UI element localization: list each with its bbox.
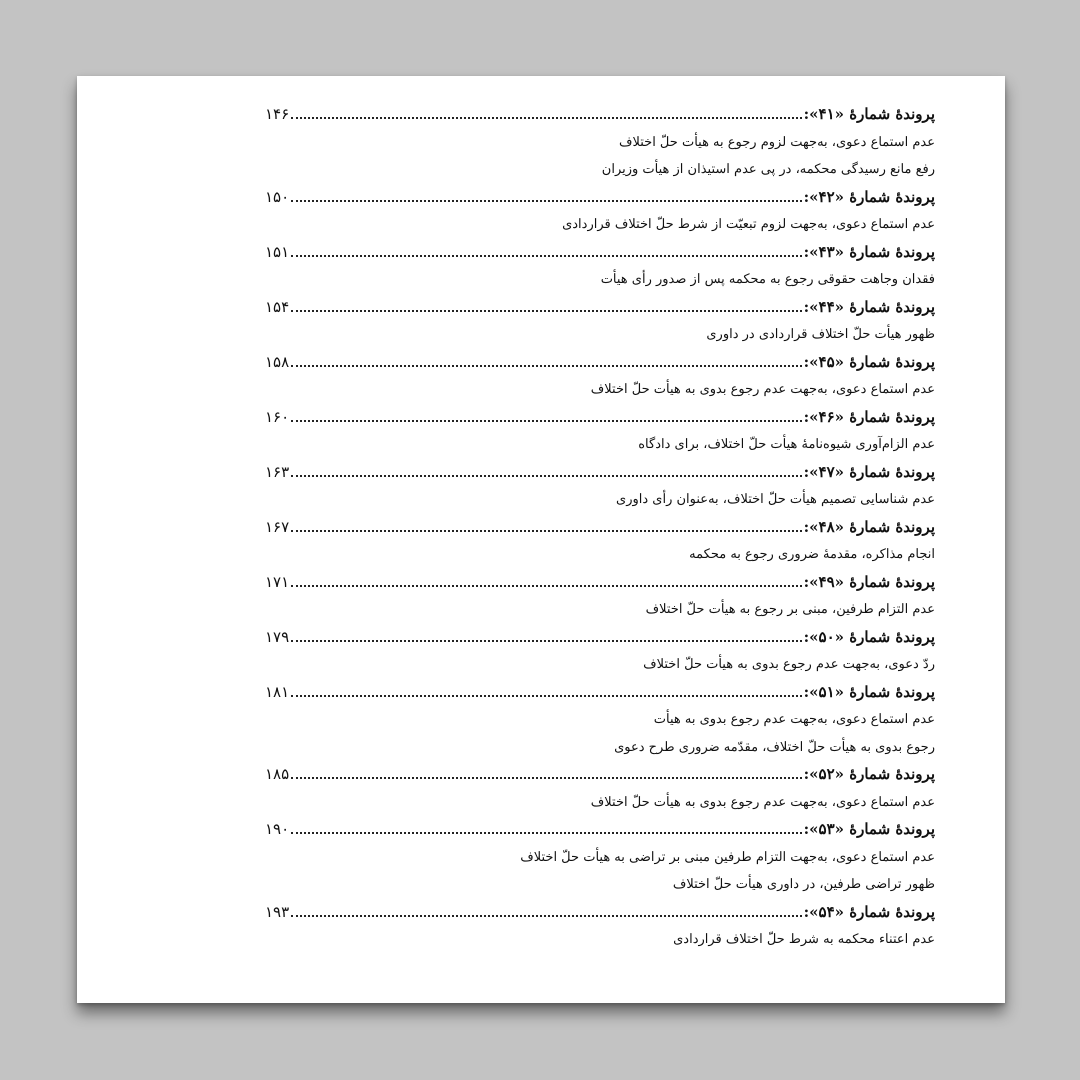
dot-leader	[291, 255, 801, 257]
page-number: ۱۵۸	[265, 352, 290, 371]
page-number: ۱۵۱	[265, 242, 290, 261]
dot-leader	[291, 777, 801, 779]
dot-leader	[291, 695, 801, 697]
dot-leader	[291, 640, 801, 642]
page-number: ۱۹۰	[265, 820, 290, 838]
case-title: پروندۀ شمارۀ «۵۰»:	[803, 627, 935, 646]
dot-leader	[291, 365, 801, 367]
case-description: رجوع بدوی به هیأت حلّ اختلاف، مقدّمه ضروری طرح دعوی	[614, 739, 935, 755]
dot-leader	[291, 475, 801, 477]
toc-entry-heading[interactable]	[265, 679, 935, 707]
case-description: عدم استماع دعوی، به‌جهت لزوم رجوع به هیأت حلّ اختلاف	[619, 134, 935, 150]
case-description: فقدان وجاهت حقوقی رجوع به محکمه پس از صدور رأی هیأت	[600, 272, 935, 287]
case-title: پروندۀ شمارۀ «۵۳»:	[803, 820, 935, 838]
case-description: ظهور هیأت حلّ اختلاف قراردادی در داوری	[706, 327, 935, 342]
case-description: عدم اعتناء محکمه به شرط حلّ اختلاف قراردادی	[673, 932, 935, 947]
dot-leader	[291, 832, 801, 834]
dot-leader	[291, 585, 801, 587]
page-number: ۱۷۱	[265, 572, 290, 591]
case-description: عدم التزام طرفین، مبنی بر رجوع به هیأت حلّ اختلاف	[645, 602, 935, 617]
case-title: پروندۀ شمارۀ «۵۲»:	[803, 765, 935, 783]
toc-entry-heading[interactable]	[265, 349, 935, 377]
page-number: ۱۵۴	[265, 297, 290, 316]
toc-entry-heading[interactable]	[265, 459, 935, 487]
case-description: ظهور تراضی طرفین، در داوری هیأت حلّ اختلاف	[672, 877, 935, 892]
case-title: پروندۀ شمارۀ «۵۴»:	[803, 902, 935, 921]
case-description: عدم شناسایی تصمیم هیأت حلّ اختلاف، به‌عنوان رأی داوری	[616, 492, 935, 507]
dot-leader	[291, 117, 801, 119]
dot-leader	[291, 420, 801, 422]
case-title: پروندۀ شمارۀ «۴۴»:	[803, 297, 935, 316]
toc-entry-heading[interactable]	[265, 816, 935, 844]
case-description: عدم استماع دعوی، به‌جهت التزام طرفین مبنی بر تراضی به هیأت حلّ اختلاف	[520, 849, 935, 865]
toc-entry-heading[interactable]	[265, 239, 935, 267]
page-number: ۱۴۶	[265, 105, 290, 123]
case-title: پروندۀ شمارۀ «۴۱»:	[803, 105, 935, 123]
page-number: ۱۷۹	[265, 627, 290, 646]
case-title: پروندۀ شمارۀ «۵۱»:	[803, 682, 935, 701]
page-number: ۱۶۳	[265, 462, 290, 481]
page-number: ۱۸۱	[265, 682, 290, 701]
page-number: ۱۹۳	[265, 902, 290, 921]
toc-entry-heading[interactable]	[265, 624, 935, 652]
case-description: عدم استماع دعوی، به‌جهت لزوم تبعیّت از شرط حلّ اختلاف قراردادی	[562, 217, 935, 232]
toc-entry-heading[interactable]	[265, 899, 935, 927]
toc-entry-heading[interactable]	[265, 514, 935, 542]
case-title: پروندۀ شمارۀ «۴۷»:	[803, 462, 935, 481]
case-title: پروندۀ شمارۀ «۴۶»:	[803, 407, 935, 426]
case-description: عدم الزام‌آوری شیوه‌نامۀ هیأت حلّ اختلاف، برای دادگاه	[638, 437, 935, 452]
case-description: انجام مذاکره، مقدمۀ ضروری رجوع به محکمه	[689, 547, 935, 562]
toc-entry-heading[interactable]	[265, 101, 935, 129]
page-number: ۱۶۰	[265, 407, 290, 426]
case-description: عدم استماع دعوی، به‌جهت عدم رجوع بدوی به هیأت حلّ اختلاف	[590, 382, 935, 397]
case-description: عدم استماع دعوی، به‌جهت عدم رجوع بدوی به هیأت حلّ اختلاف	[590, 794, 935, 810]
toc-entry-heading[interactable]	[265, 184, 935, 212]
case-title: پروندۀ شمارۀ «۴۹»:	[803, 572, 935, 591]
page-number: ۱۸۵	[265, 765, 290, 783]
page-number: ۱۶۷	[265, 517, 290, 536]
page-number: ۱۵۰	[265, 187, 290, 206]
case-description: ردّ دعوی، به‌جهت عدم رجوع بدوی به هیأت حلّ اختلاف	[643, 657, 935, 672]
toc-entry-heading[interactable]	[265, 404, 935, 432]
toc-entry-heading[interactable]	[265, 294, 935, 322]
toc-entry-heading[interactable]	[265, 761, 935, 789]
toc-entry-heading[interactable]	[265, 569, 935, 597]
table-of-contents	[265, 101, 935, 954]
dot-leader	[291, 310, 801, 312]
case-title: پروندۀ شمارۀ «۴۳»:	[803, 242, 935, 261]
dot-leader	[291, 530, 801, 532]
case-description: عدم استماع دعوی، به‌جهت عدم رجوع بدوی به هیأت	[653, 712, 935, 727]
case-title: پروندۀ شمارۀ «۴۵»:	[803, 352, 935, 371]
document-page	[77, 76, 1005, 1003]
dot-leader	[291, 200, 801, 202]
case-title: پروندۀ شمارۀ «۴۲»:	[803, 187, 935, 206]
dot-leader	[291, 915, 801, 917]
case-title: پروندۀ شمارۀ «۴۸»:	[803, 517, 935, 536]
case-description: رفع مانع رسیدگی محکمه، در پی عدم استیذان از هیأت وزیران	[601, 162, 935, 177]
